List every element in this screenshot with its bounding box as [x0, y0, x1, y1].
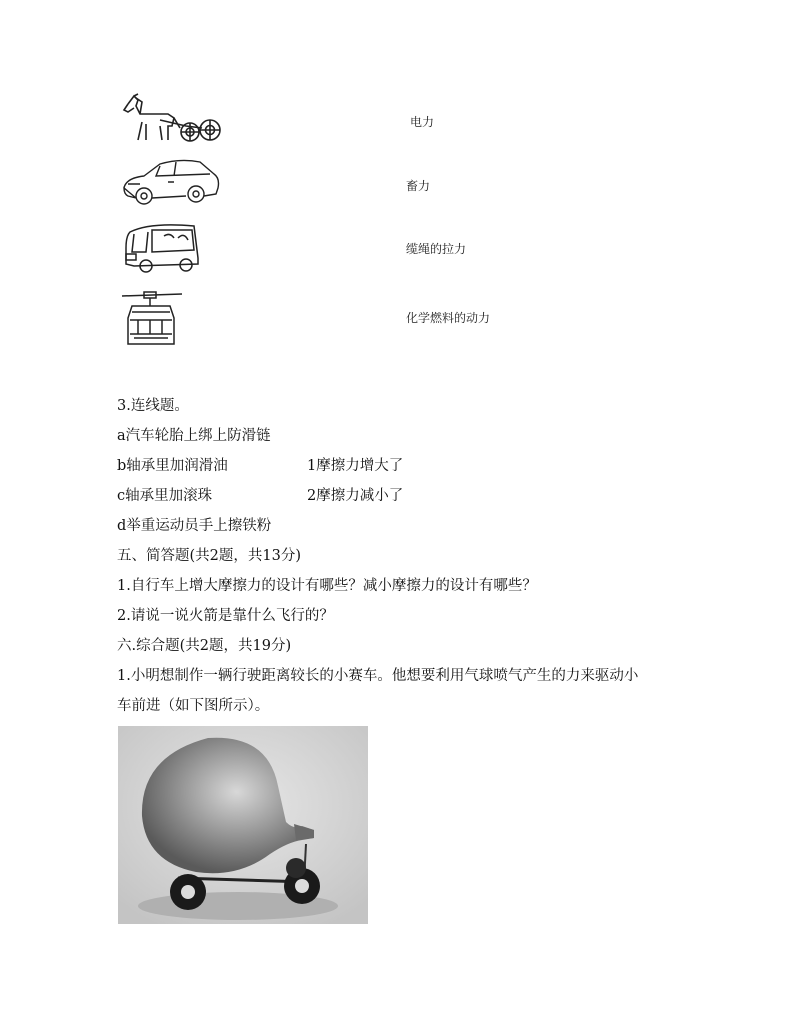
- question3-item-b: b轴承里加润滑油: [117, 458, 228, 474]
- question3-item-d: d举重运动员手上擦铁粉: [117, 518, 272, 534]
- question3-item-c: c轴承里加滚珠: [117, 488, 213, 504]
- horse-carriage-icon: [120, 92, 224, 148]
- power-label-fuel: 化学燃料的动力: [406, 311, 491, 325]
- section6-q1-line2: 车前进（如下图所示）。: [117, 698, 270, 714]
- question3-row-c: [117, 484, 404, 505]
- section5-q1: 1.自行车上增大摩擦力的设计有哪些？减小摩擦力的设计有哪些？: [117, 578, 537, 594]
- question3-row-b: [117, 454, 404, 475]
- question3-result-2: 2摩擦力减小了: [307, 488, 404, 504]
- power-label-cable: 缆绳的拉力: [406, 242, 467, 256]
- power-label-electric: 电力: [410, 115, 435, 129]
- question3-result-1: 1摩擦力增大了: [307, 458, 404, 474]
- balloon-car-photo: [118, 726, 368, 924]
- cable-car-icon: [120, 288, 184, 352]
- section5-q2: 2.请说一说火箭是靠什么飞行的？: [117, 608, 334, 624]
- section6-q1-line1: 1.小明想制作一辆行驶距离较长的小赛车。他想要利用气球喷气产生的力来驱动小: [117, 668, 639, 684]
- section6-heading: 六.综合题(共2题，共19分): [117, 638, 292, 654]
- car-icon: [120, 154, 224, 210]
- question3-item-a: a汽车轮胎上绑上防滑链: [117, 428, 271, 444]
- power-label-animal: 畜力: [406, 179, 431, 193]
- question3-title: 3.连线题。: [117, 398, 189, 414]
- section5-heading: 五、简答题(共2题，共13分): [117, 548, 301, 564]
- tuk-tuk-icon: [120, 218, 204, 278]
